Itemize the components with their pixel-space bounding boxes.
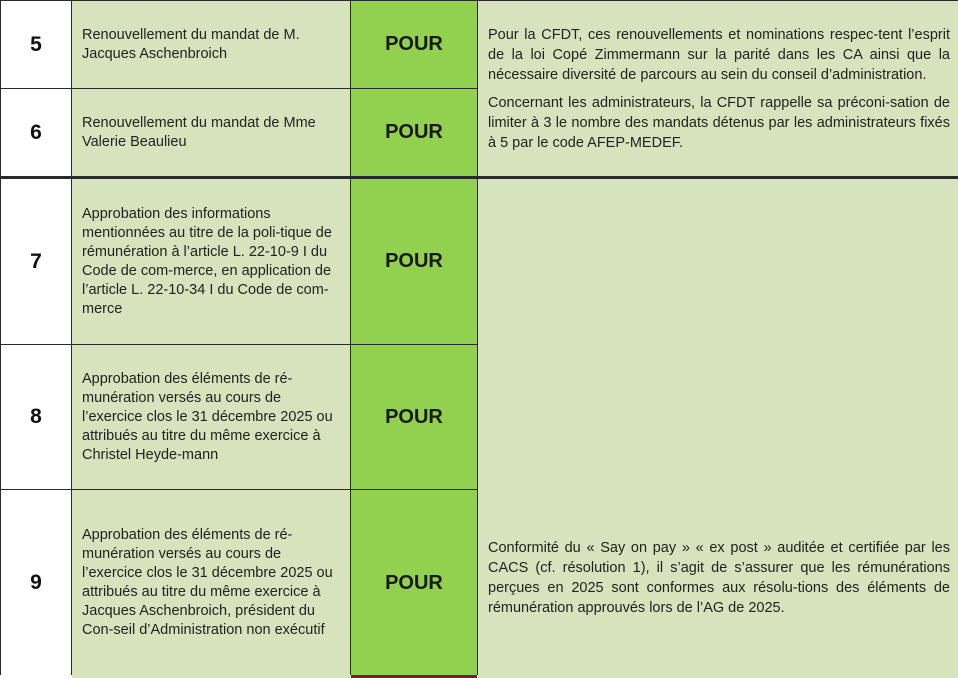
vote-badge: POUR	[351, 178, 478, 345]
comment-cell-say-on-pay	[478, 178, 958, 677]
vote-badge: POUR	[351, 89, 478, 178]
resolution-number: 8	[1, 345, 72, 490]
vote-badge: POUR	[351, 1, 478, 89]
comment-cell-parity	[478, 1, 958, 178]
resolution-number: 6	[1, 89, 72, 178]
resolution-title: Renouvellement du mandat de M. Jacques Aschenbroich	[72, 1, 351, 89]
comment-paragraph: Pour la CFDT, ces renouvellements et nominations respec-tent l’esprit de la loi Copé Zimmermann sur la parité dans les CA ainsi que la nécessaire diversité de parcours au sein du conseil d’administration.	[488, 26, 950, 83]
vote-badge: POUR	[351, 490, 478, 677]
resolution-title: Renouvellement du mandat de Mme Valerie Beaulieu	[72, 89, 351, 178]
comment-paragraph: Concernant les administrateurs, la CFDT rappelle sa préconi-sation de limiter à 3 le nombre des mandats détenus par les administrateurs fixés à 5 par le code AFEP-MEDEF.	[488, 94, 950, 151]
resolution-number: 9	[1, 490, 72, 677]
resolution-number: 7	[1, 178, 72, 345]
resolution-title: Approbation des informations mentionnées au titre de la poli-tique de rémunération à l’article L. 22-10-9 I du Code de com-merce, en application de l’article L. 22-10-34 I du Code de com-merce	[72, 178, 351, 345]
table-row-7	[1, 178, 958, 345]
table-row-5	[1, 1, 958, 89]
resolution-title: Approbation des éléments de ré-munération versés au cours de l’exercice clos le 31 décembre 2025 ou attribués au titre du même exercice à Christel Heyde-mann	[72, 345, 351, 490]
resolution-number: 5	[1, 1, 72, 89]
resolution-title: Approbation des éléments de ré-munération versés au cours de l’exercice clos le 31 décembre 2025 ou attribués au titre du même exercice à Jacques Aschenbroich, président du Con-seil d’Administration non exécutif	[72, 490, 351, 677]
comment-paragraph: Conformité du « Say on pay » « ex post » auditée et certifiée par les CACS (cf. résolution 1), il s’agit de s’assurer que les rémunérations perçues en 2025 sont conformes aux résolu-tions des éléments de rémunération approuvés lors de l’AG de 2025.	[488, 539, 950, 616]
vote-badge: POUR	[351, 345, 478, 490]
